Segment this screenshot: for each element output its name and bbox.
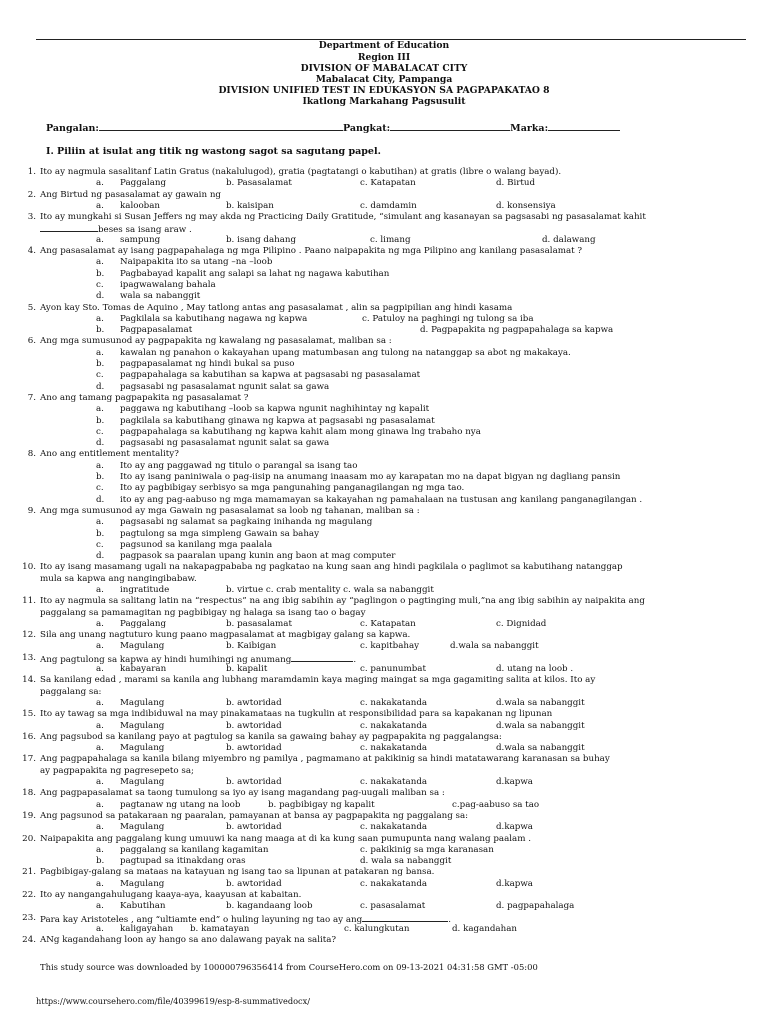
question-1: 1. Ito ay nagmula sasalitanf Latin Gratus (nakalulugod), gratia (pagtatangi o kabutihan) at gratis (libre o walang bayad). [27, 167, 562, 177]
options-11: a. Paggalang b. pasasalamat c. Katapatan c. Dignidad [96, 618, 547, 629]
header-city: Mabalacat City, Pampanga [315, 74, 453, 85]
options-20-row2: b. pagtupad sa itinakdang oras d. wala sa nabanggit [96, 856, 452, 867]
answer-blank [291, 653, 353, 662]
options-20-row1: a. paggalang sa kanilang kagamitan c. pakikinig sa mga karanasan [96, 844, 494, 855]
options-10: a. ingratitude b. virtue c. crab mentality c. wala sa nabanggit [96, 584, 434, 595]
option-7a: a. paggawa ng kabutihang –loob sa kapwa ngunit naghihintay ng kapalit [96, 404, 430, 415]
header-department: Department of Education [318, 40, 450, 51]
option-4c: c. ipagwawalang bahala [96, 279, 216, 290]
student-info-row [46, 121, 620, 134]
question-9: 9. Ang mga sumusunod ay mga Gawain ng pasasalamat sa loob ng tahanan, maliban sa : [27, 505, 420, 516]
question-6: 6. Ang mga sumusunod ay pagpapakita ng kawalang ng pasasalamat, maliban sa : [27, 336, 392, 347]
option-9b: b. pagtulong sa mga simpleng Gawain sa bahay [96, 528, 320, 539]
question-4: 4. Ang pasasalamat ay isang pagpapahalaga ng mga Pilipino . Paano naipapakita ng mga Pilipino ang kanilang pasasalamat ? [27, 246, 583, 257]
options-21: a. Magulang b. awtoridad c. nakakatanda d.kapwa [96, 878, 533, 889]
option-8a: a. Ito ay ang paggawad ng titulo o parangal sa isang tao [96, 460, 358, 471]
question-2: 2. Ang Birtud ng pasasalamat ay gawain ng [27, 189, 221, 200]
options-2: a. kalooban b. kaisipan c. damdamin d. konsensiya [96, 200, 556, 211]
download-watermark: This study source was downloaded by 100000796356414 from CourseHero.com on 09-13-2021 04:31:58 GMT -05:00 [40, 962, 538, 972]
question-14: 14. Sa kanilang edad , marami sa kanila ang lubhang maramdamin kaya maging maingat sa mga gagamiting salita at kilos. Ito ay [22, 675, 596, 686]
option-7c: c. pagpapahalaga sa kabutihang ng kapwa kahit alam mong ginawa lng trabaho nya [96, 426, 481, 437]
question-22: 22. Ito ay nangangahulugang kaaya-aya, kaayusan at kabaitan. [22, 890, 302, 900]
option-6a: a. kawalan ng panahon o kakayahan upang matumbasan ang tulong na natanggap sa abot ng makakaya. [96, 347, 571, 358]
option-4a: a. Naipapakita ito sa utang –na –loob [96, 257, 273, 268]
options-1: a. Paggalang b. Pasasalamat c. Katapatan d. Birtud [96, 178, 536, 189]
option-4d: d. wala sa nabanggit [96, 291, 201, 302]
question-5: 5. Ayon kay Sto. Tomas de Aquino , May tatlong antas ang pasasalamat , alin sa pagpipilian ang hindi kasama [27, 302, 513, 313]
score-blank[interactable] [548, 121, 620, 131]
option-7d: d. pagsasabi ng pasasalamat ngunit salat sa gawa [96, 438, 330, 449]
options-13: a. kabayaran b. kapalit c. panunumbat d. utang na loob . [96, 664, 574, 675]
header-region: Region III [357, 52, 411, 63]
option-6b: b. pagpapasalamat ng hindi bukal sa puso [96, 359, 295, 370]
option-4b: b. Pagbabayad kapalit ang salapi sa lahat ng nagawa kabutihan [96, 268, 390, 279]
question-18: 18. Ang pagpapasalamat sa taong tumulong sa iyo ay isang magandang pag-uugali maliban sa : [22, 788, 445, 799]
section-label: Pangkat: [342, 123, 391, 134]
question-10-cont: mula sa kapwa ang nangingibabaw. [40, 573, 197, 584]
header-test-title: DIVISION UNIFIED TEST IN EDUKASYON SA PAGPAPAKATAO 8 [218, 85, 550, 96]
options-19: a. Magulang b. awtoridad c. nakakatanda d.kapwa [96, 822, 533, 833]
question-11: 11. Ito ay nagmula sa salitang latin na “respectus” na ang ibig sabihin ay “paglingon o pagtinging muli,”na ang ibig sabihin ay naipakita ang [22, 596, 645, 607]
name-blank[interactable] [99, 121, 343, 131]
question-24: 24. ANg kagandahang loon ay hango sa ano dalawang payak na salita? [22, 935, 337, 946]
options-15: a. Magulang b. awtoridad c. nakakatanda d.wala sa nabanggit [96, 720, 585, 731]
question-23: 23. Para kay Aristoteles , ang “ultiamte end” o huling layuning ng tao ay ang . [22, 912, 451, 925]
answer-blank [362, 913, 448, 922]
options-18: a. pagtanaw ng utang na loob b. pagbibigay ng kapalit c.pag-aabuso sa tao [96, 799, 540, 810]
source-url[interactable]: https://www.coursehero.com/file/40399619/esp-8-summativedocx/ [36, 996, 310, 1006]
question-8: 8. Ano ang entitlement mentality? [27, 449, 179, 460]
options-3: a. sampung b. isang dahang c. limang d. dalawang [96, 234, 596, 245]
options-16: a. Magulang b. awtoridad c. nakakatanda d.wala sa nabanggit [96, 743, 585, 754]
option-7b: b. pagkilala sa kabutihang ginawa ng kapwa at pagsasabi ng pasasalamat [96, 415, 435, 426]
options-22: a. Kabutihan b. kagandaang loob c. pasasalamat d. pagpapahalaga [96, 901, 575, 912]
option-6d: d. pagsasabi ng pasasalamat ngunit salat sa gawa [96, 381, 330, 392]
option-9a: a. pagsasabi ng salamat sa pagkaing inihanda ng magulang [96, 517, 373, 528]
score-label: Marka: [510, 123, 549, 134]
question-17: 17. Ang pagpapahalaga sa kanila bilang miyembro ng pamilya , pagmamano at pakikinig sa hindi matatawarang karanasan sa buhay [22, 754, 610, 765]
question-21: 21. Pagbibigay-galang sa mataas na katayuan ng isang tao sa lipunan at patakaran ng bansa. [22, 867, 435, 878]
question-13: 13. Ang pagtulong sa kapwa ay hindi humihingi ng anumang . [22, 652, 357, 665]
option-8b: b. Ito ay isang paniniwala o pag-iisip na anumang inaasam mo ay karapatan mo na dapat bigyan ng dagliang pansin [96, 472, 621, 483]
question-3-cont: beses sa isang araw . [0, 223, 768, 234]
option-6c: c. pagpapahalaga sa kabutihan sa kapwa at pagsasabi ng pasasalamat [96, 370, 421, 381]
question-10: 10. Ito ay isang masamang ugali na nakapagpababa ng pagkatao na kung saan ang hindi pagkilala o paglimot sa kabutihang natanggap [22, 562, 623, 573]
question-12: 12. Sila ang unang nagtuturo kung paano magpasalamat at magbigay galang sa kapwa. [22, 630, 411, 641]
options-5-row2: b. Pagpapasalamat d. Pagpapakita ng pagpapahalaga sa kapwa [96, 325, 614, 336]
header-quarter: Ikatlong Markahang Pagsusulit [302, 96, 466, 107]
question-14-cont: paggalang sa: [40, 686, 102, 697]
question-11-cont: paggalang sa pamamagitan ng pagbibigay ng halaga sa isang tao o bagay [40, 607, 366, 618]
question-list [0, 167, 768, 946]
section-instructions: I. Piliin at isulat ang titik ng wastong sagot sa sagutang papel. [46, 146, 381, 157]
question-16: 16. Ang pagsubod sa kanilang payo at pagtulog sa kanila sa gawaing bahay ay pagpapakita ng paggalangsa: [22, 731, 502, 742]
question-3: 3. Ito ay mungkahi si Susan Jeffers ng may akda ng Practicing Daily Gratitude, “simulant ang kasanayan sa pagsasabi ng pasasalamat kahit [27, 212, 646, 223]
answer-blank [40, 223, 98, 232]
question-20: 20. Naipapakita ang paggalang kung umuuwi ka nang maaga at di ka kung saan pumupunta nang walang paalam . [22, 833, 531, 844]
options-14: a. Magulang b. awtoridad c. nakakatanda d.wala sa nabanggit [96, 697, 585, 708]
section-blank[interactable] [390, 121, 510, 131]
question-7: 7. Ano ang tamang pagpapakita ng pasasalamat ? [27, 392, 249, 403]
options-5-row1: a. Pagkilala sa kabutihang nagawa ng kapwa c. Patuloy na paghingi ng tulong sa iba [96, 313, 534, 324]
question-15: 15. Ito ay tawag sa mga indibiduwal na may pinakamataas na tugkulin at responsibilidad para sa kapakanan ng lipunan [22, 709, 553, 720]
option-8d: d. ito ay ang pag-aabuso ng mga mamamayan sa kakayahan ng pamahalaan na tustusan ang kanilang panganagilangan . [96, 494, 643, 505]
option-8c: c. Ito ay pagbibigay serbisyo sa mga pangunahing panganagilangan ng mga tao. [96, 483, 465, 494]
name-label: Pangalan: [46, 123, 99, 134]
header-division: DIVISION OF MABALACAT CITY [300, 63, 468, 74]
question-19: 19. Ang pagsunod sa patakaraan ng paaralan, pamayanan at bansa ay pagpapakita ng paggalang sa: [22, 810, 469, 821]
options-17: a. Magulang b. awtoridad c. nakakatanda d.kapwa [96, 777, 533, 788]
question-17-cont: ay pagpapakita ng pagresepeto sa; [40, 765, 194, 776]
options-23: a. kaligayahan b. kamatayan c. kalungkutan d. kagandahan [96, 923, 517, 934]
option-9c: c. pagsunod sa kanilang mga paalala [96, 539, 273, 550]
options-12: a. Magulang b. Kaibigan c. kapitbahay d.wala sa nabanggit [96, 641, 539, 652]
option-9d: d. pagpasok sa paaralan upang kunin ang baon at mag computer [96, 551, 396, 562]
